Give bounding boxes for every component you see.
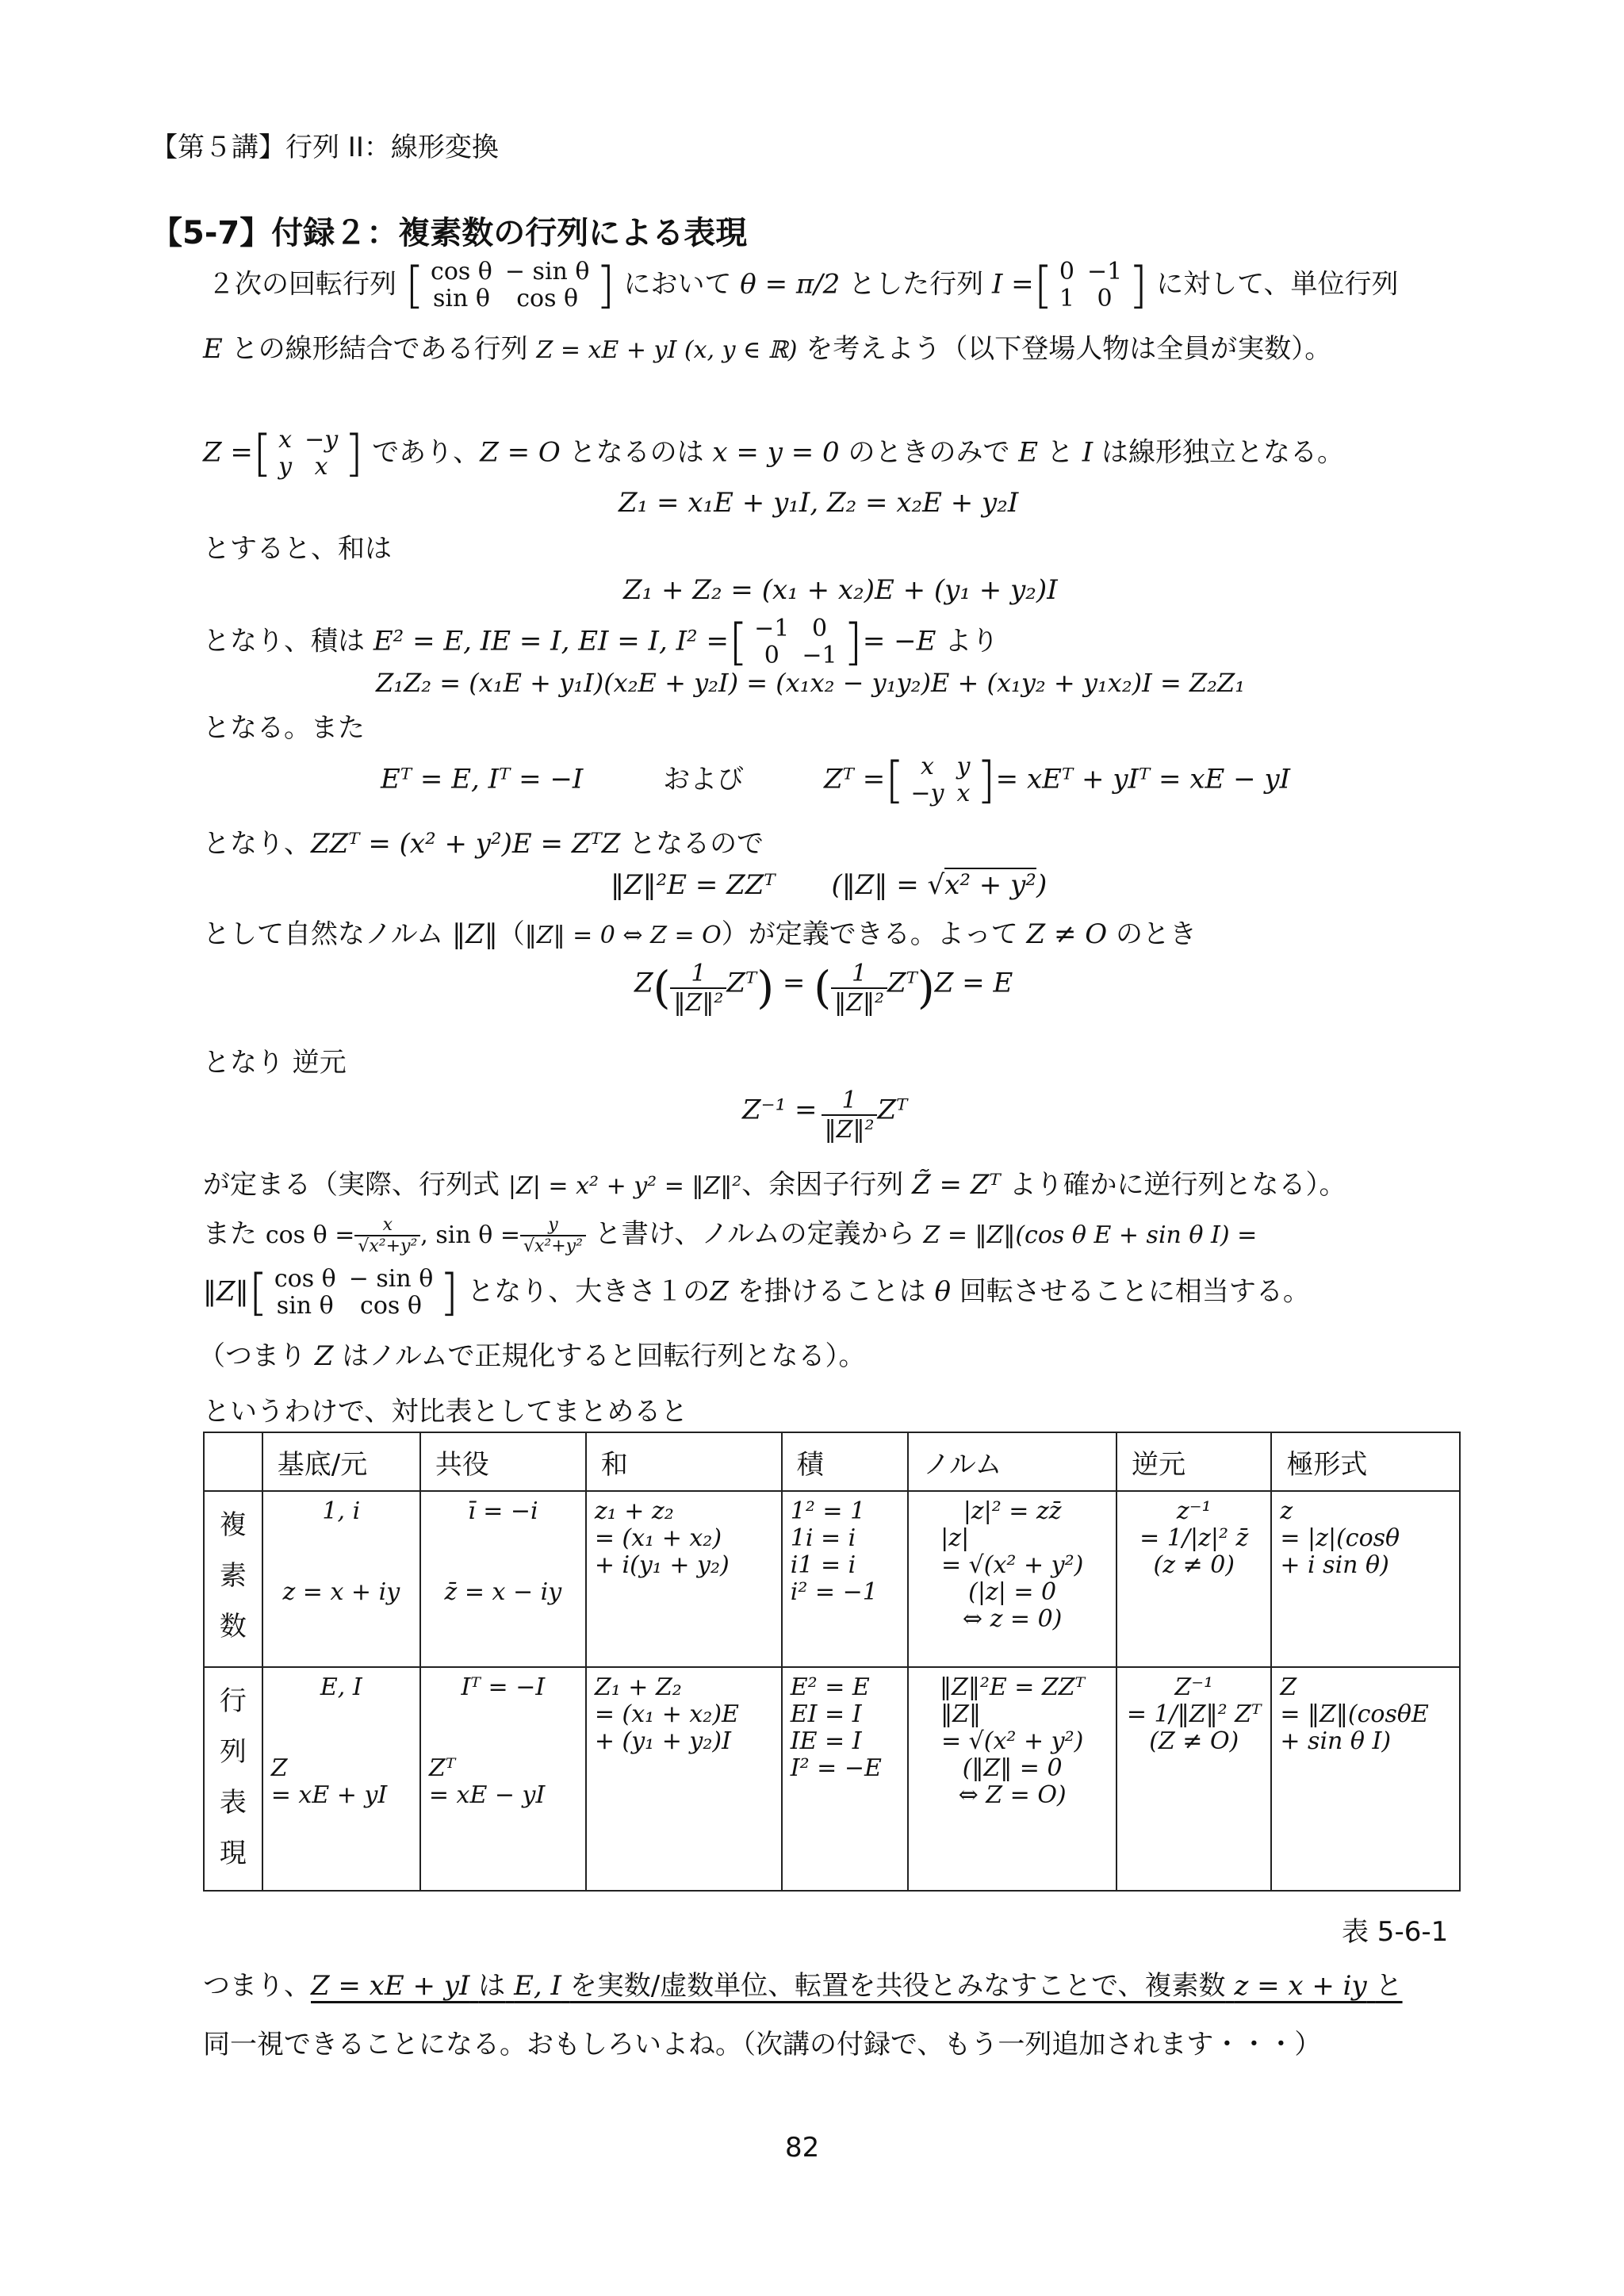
bracket-right: ] bbox=[439, 1263, 459, 1321]
rotation-line bbox=[203, 1263, 1310, 1321]
page-header: 【第５講】行列 II：線形変換 bbox=[151, 132, 499, 163]
math: E² = E, IE = I, EI = I, I² = bbox=[373, 625, 729, 657]
section-title: 【5-7】付録２：複素数の行列による表現 bbox=[151, 215, 748, 251]
conclusion-line-2: 同一視できることになる。おもしろいよね。（次講の付録で、もう一列追加されます・・・） bbox=[203, 2029, 1322, 2060]
cell-product: E² = E EI = I IE = I I² = −E bbox=[782, 1667, 908, 1891]
text: より確かに逆行列となる）。 bbox=[1009, 1169, 1346, 1201]
text: は線形独立となる。 bbox=[1101, 436, 1344, 469]
math: , sin θ = bbox=[420, 1221, 520, 1249]
math-theta: θ = π/2 bbox=[740, 268, 841, 301]
text: のときのみで bbox=[848, 436, 1010, 469]
naru-text: となる。また bbox=[203, 712, 365, 744]
conclusion-line-1 bbox=[203, 1964, 1403, 2003]
math: Z bbox=[710, 1275, 729, 1308]
text: となり、大きさ１の bbox=[467, 1275, 710, 1308]
bracket-left: [ bbox=[248, 1263, 268, 1321]
math: E, I bbox=[514, 1970, 561, 2002]
math: cos θ = bbox=[265, 1221, 355, 1249]
fraction: $\frac{1}{\text{‖Z‖²}}$ bbox=[831, 960, 887, 1017]
math: Z = xE + yI bbox=[311, 1970, 470, 2002]
fraction: $\frac{y}{\text{√x²+y²}}$ bbox=[520, 1215, 586, 1256]
sum-intro: とすると、和は bbox=[203, 533, 392, 565]
zzt-line bbox=[203, 822, 764, 861]
text: 、余因子行列 bbox=[741, 1169, 904, 1201]
bracket-left: [ bbox=[885, 751, 905, 809]
math: Z bbox=[314, 1340, 334, 1372]
text: が定まる（実際、行列式 bbox=[203, 1169, 500, 1201]
cell-sum: z₁ + z₂ = (x₁ + x₂) + i(y₁ + y₂) bbox=[586, 1491, 782, 1667]
text: を掛けることは bbox=[737, 1275, 926, 1308]
math: = xEᵀ + yIᵀ = xE − yI bbox=[995, 763, 1291, 795]
text: となり、積は bbox=[203, 625, 365, 657]
inverse-check-equation: Z( $\frac{1}{\text{‖Z‖²}}$ Zᵀ) = ( $\frac{1}{\text{‖Z‖²}}$ Zᵀ)Z = E bbox=[634, 960, 1013, 1017]
product-relations-line bbox=[203, 615, 998, 669]
product-equation: Z₁Z₂ = (x₁E + y₁I)(x₂E + y₂I) = (x₁x₂ − y₁y₂)E + (x₁y₂ + y₁x₂)I = Z₂Z₁ bbox=[376, 668, 1246, 698]
text: と bbox=[1375, 1970, 1403, 2002]
math: |Z| = x² + y² = ‖Z‖² bbox=[508, 1172, 742, 1200]
math: ‖Z‖ bbox=[452, 918, 498, 950]
text: ）が定義できる。よって bbox=[721, 918, 1018, 950]
column-header: 逆元 bbox=[1116, 1432, 1271, 1491]
fraction: $\frac{1}{\text{‖Z‖²}}$ bbox=[670, 960, 726, 1017]
intro-text: ２次の回転行列 bbox=[208, 268, 396, 301]
text: のとき bbox=[1115, 918, 1197, 950]
math: Z̃ = Zᵀ bbox=[912, 1169, 1001, 1201]
math: Z = E bbox=[934, 967, 1013, 999]
math: ‖Z‖ = 0 ⇔ Z = O bbox=[524, 922, 722, 949]
bracket-right: ] bbox=[1128, 256, 1148, 314]
column-header: 積 bbox=[782, 1432, 908, 1491]
rotation-matrix: cos θ − sin θ sin θ cos θ bbox=[431, 258, 590, 312]
math: Z bbox=[634, 967, 653, 999]
Z-matrix: x −y y x bbox=[278, 426, 339, 481]
text: となり、 bbox=[203, 828, 311, 860]
table-caption: 表 5-6-1 bbox=[1342, 1916, 1449, 1948]
cell-sum: Z₁ + Z₂ = (x₁ + x₂)E + (y₁ + y₂)I bbox=[586, 1667, 782, 1891]
fraction: $\frac{x}{\text{√x²+y²}}$ bbox=[354, 1215, 420, 1256]
math: = −E bbox=[862, 625, 936, 657]
text: となるので bbox=[629, 828, 764, 860]
bracket-right: ] bbox=[596, 256, 615, 314]
norm-definition-line bbox=[203, 912, 1197, 951]
math: ) bbox=[1036, 869, 1048, 901]
cell-conjugate: ī = −i z̄ = x − iy bbox=[420, 1491, 586, 1667]
intro-text: を考えよう（以下登場人物は全員が実数）。 bbox=[806, 333, 1332, 365]
cell-inverse: Z⁻¹ = 1/‖Z‖² Zᵀ (Z ≠ O) bbox=[1116, 1667, 1271, 1891]
bracket-left: [ bbox=[1033, 256, 1053, 314]
math: Z⁻¹ = bbox=[742, 1094, 818, 1126]
gyakugen-text: となり 逆元 bbox=[203, 1047, 347, 1079]
bracket-right: ] bbox=[843, 613, 863, 671]
intro-text: に対して、単位行列 bbox=[1156, 268, 1399, 301]
intro-text: において bbox=[623, 268, 732, 301]
text: と bbox=[1046, 436, 1074, 469]
table-row bbox=[204, 1667, 1460, 1891]
math: θ bbox=[934, 1275, 952, 1308]
z-matrix-line bbox=[203, 424, 1344, 482]
column-header: 和 bbox=[586, 1432, 782, 1491]
text: また bbox=[203, 1218, 257, 1250]
math: Zᵀ bbox=[887, 967, 917, 999]
math: Eᵀ = E, Iᵀ = −I bbox=[381, 763, 584, 795]
cell-basis: E, I Z = xE + yI bbox=[262, 1667, 420, 1891]
I-matrix: 0 −1 1 0 bbox=[1059, 258, 1123, 312]
ZT-matrix: x y −y x bbox=[910, 753, 971, 807]
text: つまり、 bbox=[203, 1970, 311, 2002]
table-row bbox=[204, 1491, 1460, 1667]
column-header: 極形式 bbox=[1271, 1432, 1460, 1491]
cell-product: 1² = 1 1i = i i1 = i i² = −1 bbox=[782, 1491, 908, 1667]
text: より bbox=[944, 625, 999, 657]
intro-line-2 bbox=[203, 327, 1331, 366]
text: は bbox=[478, 1970, 506, 2002]
intro-line-1 bbox=[208, 256, 1399, 314]
norm-equation-line bbox=[611, 869, 1047, 901]
cell-conjugate: Iᵀ = −I Zᵀ = xE − yI bbox=[420, 1667, 586, 1891]
definitions-z1-z2: Z₁ = x₁E + y₁I, Z₂ = x₂E + y₂I bbox=[619, 487, 1019, 519]
text: を実数/虚数単位、転置を共役とみなすことで、複素数 bbox=[569, 1970, 1226, 2002]
math-Z: Z = bbox=[203, 436, 253, 469]
rotation-matrix: cos θ − sin θ sin θ cos θ bbox=[274, 1265, 434, 1320]
row-label: 行 列 表 現 bbox=[204, 1667, 262, 1891]
math: x = y = 0 bbox=[712, 436, 840, 469]
math-Z-def: Z = xE + yI (x, y ∈ ℝ) bbox=[536, 336, 798, 364]
math: Zᵀ bbox=[726, 967, 757, 999]
determinant-line bbox=[203, 1163, 1346, 1202]
normalization-note bbox=[198, 1334, 866, 1373]
text: と書け、ノルムの定義から bbox=[594, 1218, 915, 1250]
text: （ bbox=[497, 918, 525, 950]
sum-equation: Z₁ + Z₂ = (x₁ + x₂)E + (y₁ + y₂)I bbox=[623, 574, 1058, 606]
page-number: 82 bbox=[785, 2132, 820, 2164]
math: z = x + iy bbox=[1234, 1970, 1367, 2002]
bracket-left: [ bbox=[252, 424, 273, 482]
text: であり、 bbox=[372, 436, 481, 469]
bracket-right: ] bbox=[344, 424, 364, 482]
table-intro: というわけで、対比表としてまとめると bbox=[203, 1396, 688, 1428]
intro-text: との線形結合である行列 bbox=[231, 333, 528, 365]
comparison-table bbox=[203, 1432, 1461, 1892]
sqrt: √x² + y² bbox=[927, 869, 1036, 901]
text: となるのは bbox=[569, 436, 704, 469]
column-header: 共役 bbox=[420, 1432, 586, 1491]
cell-norm: |z|² = zz̄ |z| = √(x² + y²) (|z| = 0 ⇔ z = 0) bbox=[908, 1491, 1116, 1667]
math: Z = O bbox=[480, 436, 561, 469]
math-I: I = bbox=[991, 268, 1034, 301]
text: 回転させることに相当する。 bbox=[959, 1275, 1310, 1308]
column-header: 基底/元 bbox=[262, 1432, 420, 1491]
math: E bbox=[1018, 436, 1039, 469]
row-label: 複 素 数 bbox=[204, 1491, 262, 1667]
math-E: E bbox=[203, 333, 223, 365]
text: （つまり bbox=[198, 1340, 306, 1372]
table-header-row bbox=[204, 1432, 1460, 1491]
text: および bbox=[663, 763, 745, 795]
math: ‖Z‖²E = ZZᵀ bbox=[611, 869, 776, 901]
bracket-left: [ bbox=[728, 613, 749, 671]
math: Zᵀ = bbox=[824, 763, 886, 795]
math: ZZᵀ = (x² + y²)E = ZᵀZ bbox=[311, 828, 621, 860]
math: ‖Z‖ bbox=[203, 1275, 249, 1308]
math: (‖Z‖ = bbox=[831, 869, 919, 901]
math: Z = ‖Z‖(cos θ E + sin θ I) = bbox=[923, 1221, 1258, 1249]
math: Zᵀ bbox=[877, 1094, 908, 1126]
I-squared-matrix: −1 0 0 −1 bbox=[754, 615, 837, 669]
intro-text: とした行列 bbox=[848, 268, 984, 301]
text: として自然なノルム bbox=[203, 918, 444, 950]
cell-norm: ‖Z‖²E = ZZᵀ ‖Z‖ = √(x² + y²) (‖Z‖ = 0 ⇔ Z = O) bbox=[908, 1667, 1116, 1891]
math: I bbox=[1082, 436, 1094, 469]
polar-line bbox=[203, 1212, 1257, 1256]
cell-polar: Z = ‖Z‖(cosθE + sin θ I) bbox=[1271, 1667, 1460, 1891]
inverse-formula bbox=[742, 1087, 907, 1144]
transpose-line bbox=[381, 753, 1290, 807]
cell-basis: 1, i z = x + iy bbox=[262, 1491, 420, 1667]
table-corner bbox=[204, 1432, 262, 1491]
fraction: $\frac{1}{\text{‖Z‖²}}$ bbox=[822, 1087, 878, 1144]
column-header: ノルム bbox=[908, 1432, 1116, 1491]
bracket-right: ] bbox=[976, 751, 996, 809]
cell-inverse: z⁻¹ = 1/|z|² z̄ (z ≠ 0) bbox=[1116, 1491, 1271, 1667]
text: はノルムで正規化すると回転行列となる）。 bbox=[342, 1340, 866, 1372]
bracket-left: [ bbox=[404, 256, 425, 314]
math: Z ≠ O bbox=[1026, 918, 1108, 950]
cell-polar: z = |z|(cosθ + i sin θ) bbox=[1271, 1491, 1460, 1667]
